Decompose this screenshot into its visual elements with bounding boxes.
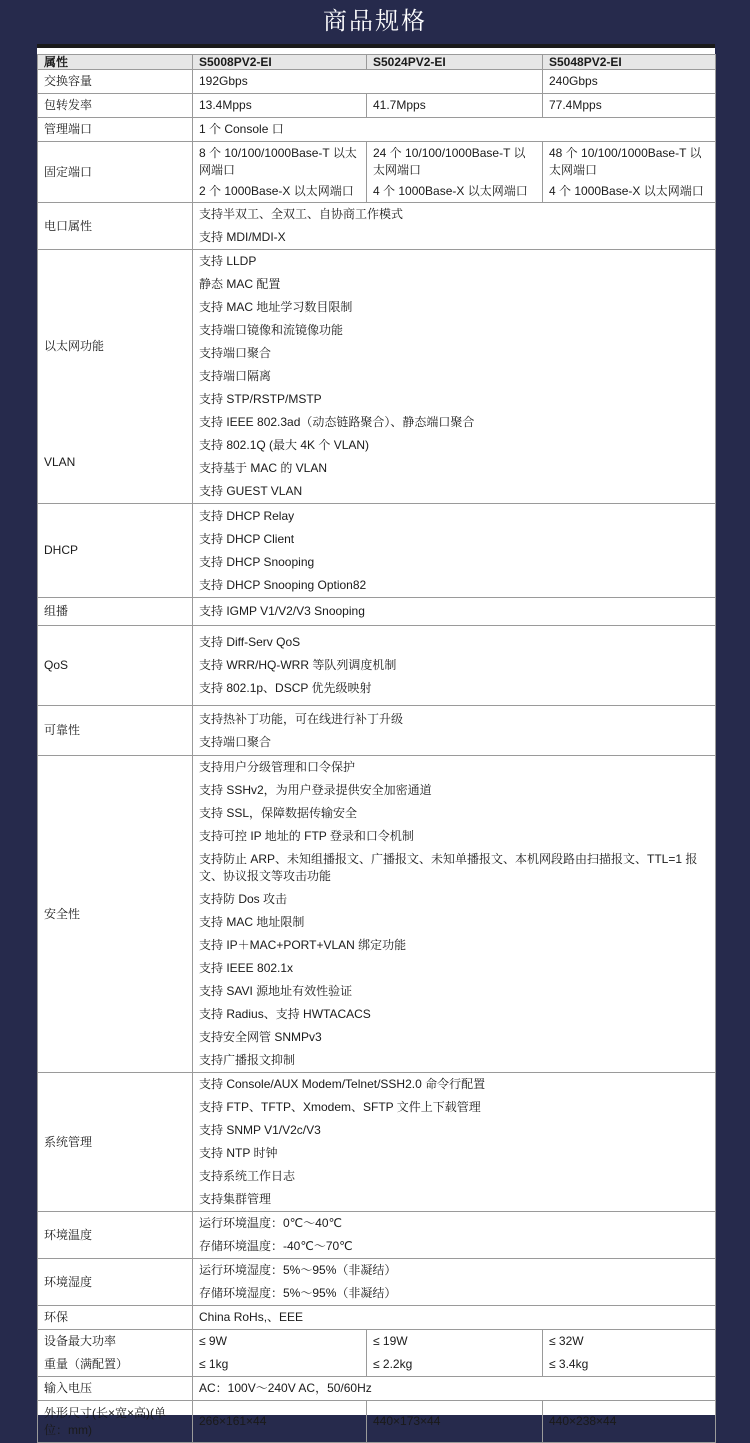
fixed-ports-1-copper: 8 个 10/100/1000Base-T 以太网端口 bbox=[199, 145, 357, 177]
list-item: 支持热补丁功能，可在线进行补丁升级 bbox=[199, 711, 404, 726]
list-item: 支持 802.1Q (最大 4K 个 VLAN) bbox=[199, 438, 370, 452]
list-item: 支持用户分级管理和口令保护 bbox=[199, 760, 356, 774]
row-voltage bbox=[38, 1377, 716, 1401]
value-dimensions-3: 440×238×44 bbox=[543, 1401, 716, 1443]
spec-table bbox=[37, 54, 716, 1443]
value-temperature bbox=[193, 1212, 716, 1259]
value-qos bbox=[193, 626, 716, 706]
list-item: 支持 MAC 地址学习数目限制 bbox=[199, 300, 353, 314]
list-item: 支持 MAC 地址限制 bbox=[199, 915, 305, 929]
list-item: 支持 SAVI 源地址有效性验证 bbox=[199, 984, 353, 998]
label-reliability: 可靠性 bbox=[38, 706, 193, 756]
label-environment: 环保 bbox=[38, 1306, 193, 1330]
spec-sheet bbox=[37, 44, 715, 1437]
value-dimensions-1: 266×161×44 bbox=[193, 1401, 367, 1443]
value-weight-1: ≤ 1kg bbox=[199, 1357, 229, 1371]
value-humidity bbox=[193, 1259, 716, 1306]
list-item: 支持 DHCP Snooping Option82 bbox=[199, 577, 367, 592]
label-system: 系统管理 bbox=[38, 1073, 193, 1212]
row-temperature bbox=[38, 1212, 716, 1259]
list-item: 支持端口聚合 bbox=[199, 346, 272, 360]
list-item: 支持 IEEE 802.1x bbox=[199, 961, 294, 975]
list-item: 支持 WRR/HQ-WRR 等队列调度机制 bbox=[199, 658, 397, 672]
label-weight: 重量（满配置） bbox=[44, 1357, 129, 1371]
fixed-ports-3-fiber: 4 个 1000Base-X 以太网端口 bbox=[549, 183, 704, 198]
list-item: 支持 STP/RSTP/MSTP bbox=[199, 392, 322, 406]
list-item: 支持端口隔离 bbox=[199, 369, 272, 383]
fixed-ports-1-fiber: 2 个 1000Base-X 以太网端口 bbox=[199, 183, 354, 198]
row-system bbox=[38, 1073, 716, 1212]
value-reliability bbox=[193, 706, 716, 756]
label-forwarding-rate: 包转发率 bbox=[38, 94, 193, 118]
value-weight-2: ≤ 2.2kg bbox=[373, 1357, 413, 1371]
row-dimensions bbox=[38, 1401, 716, 1443]
label-humidity: 环境湿度 bbox=[38, 1259, 193, 1306]
value-voltage: AC：100V～240V AC，50/60Hz bbox=[193, 1377, 716, 1401]
value-forwarding-rate-2: 41.7Mpps bbox=[367, 94, 543, 118]
value-system bbox=[193, 1073, 716, 1212]
row-fixed-ports bbox=[38, 142, 716, 203]
value-switching-capacity-3: 240Gbps bbox=[543, 70, 716, 94]
label-dhcp: DHCP bbox=[38, 504, 193, 598]
row-environment bbox=[38, 1306, 716, 1330]
row-humidity bbox=[38, 1259, 716, 1306]
fixed-ports-2-copper: 24 个 10/100/1000Base-T 以太网端口 bbox=[373, 145, 526, 177]
value-forwarding-rate-1: 13.4Mpps bbox=[193, 94, 367, 118]
list-item: 支持端口镜像和流镜像功能 bbox=[199, 323, 344, 337]
list-item: 支持 IEEE 802.3ad（动态链路聚合）、静态端口聚合 bbox=[199, 415, 475, 429]
list-item: 支持防止 ARP、未知组播报文、广播报文、未知单播报文、本机网段路由扫描报文、TTL=1 报文、协议报文等攻击功能 bbox=[199, 852, 698, 883]
value-mgmt-port: 1 个 Console 口 bbox=[193, 118, 716, 142]
row-forwarding-rate bbox=[38, 94, 716, 118]
list-item: 存储环境湿度：5%～95%（非凝结） bbox=[199, 1286, 397, 1300]
row-switching-capacity bbox=[38, 70, 716, 94]
list-item: 支持 GUEST VLAN bbox=[199, 484, 303, 498]
list-item: 支持端口聚合 bbox=[199, 734, 272, 749]
value-fixed-ports-3 bbox=[543, 142, 716, 203]
value-weight-3: ≤ 3.4kg bbox=[549, 1357, 589, 1371]
fixed-ports-3-copper: 48 个 10/100/1000Base-T 以太网端口 bbox=[549, 145, 702, 177]
label-ethernet: 以太网功能 bbox=[44, 339, 105, 353]
value-fixed-ports-2 bbox=[367, 142, 543, 203]
value-dimensions-2: 440×173×44 bbox=[367, 1401, 543, 1443]
list-item: 支持集群管理 bbox=[199, 1192, 272, 1206]
list-item: 静态 MAC 配置 bbox=[199, 277, 281, 291]
header-model-1: S5008PV2-EI bbox=[193, 55, 367, 70]
list-item: 支持 Radius、支持 HWTACACS bbox=[199, 1007, 371, 1021]
value-forwarding-rate-3: 77.4Mpps bbox=[543, 94, 716, 118]
header-model-3: S5048PV2-EI bbox=[543, 55, 716, 70]
list-item: 支持 Console/AUX Modem/Telnet/SSH2.0 命令行配置 bbox=[199, 1077, 486, 1091]
label-voltage: 输入电压 bbox=[38, 1377, 193, 1401]
list-item: 支持 Diff-Serv QoS bbox=[199, 635, 301, 649]
list-item: 支持 SSL，保障数据传输安全 bbox=[199, 806, 358, 820]
row-electrical bbox=[38, 203, 716, 250]
value-power-3: ≤ 32W bbox=[549, 1334, 584, 1348]
list-item: 支持 IP＋MAC+PORT+VLAN 绑定功能 bbox=[199, 938, 407, 952]
list-item: 支持广播报文抑制 bbox=[199, 1053, 296, 1067]
list-item: 支持半双工、全双工、自协商工作模式 bbox=[199, 207, 404, 221]
table-header-row bbox=[38, 55, 716, 70]
value-power-1: ≤ 9W bbox=[199, 1334, 227, 1348]
list-item: 支持基于 MAC 的 VLAN bbox=[199, 461, 328, 475]
list-item: 支持安全网管 SNMPv3 bbox=[199, 1030, 322, 1044]
value-multicast: 支持 IGMP V1/V2/V3 Snooping bbox=[193, 598, 716, 626]
fixed-ports-2-fiber: 4 个 1000Base-X 以太网端口 bbox=[373, 183, 528, 198]
value-power-weight-2 bbox=[367, 1330, 543, 1377]
label-security: 安全性 bbox=[38, 756, 193, 1073]
list-item: 运行环境湿度：5%～95%（非凝结） bbox=[199, 1263, 397, 1277]
row-dhcp bbox=[38, 504, 716, 598]
list-item: 支持 FTP、TFTP、Xmodem、SFTP 文件上下载管理 bbox=[199, 1100, 481, 1114]
label-fixed-ports: 固定端口 bbox=[38, 142, 193, 203]
label-switching-capacity: 交换容量 bbox=[38, 70, 193, 94]
list-item: 支持 DHCP Client bbox=[199, 531, 295, 546]
label-mgmt-port: 管理端口 bbox=[38, 118, 193, 142]
list-item: 存储环境温度：-40℃～70℃ bbox=[199, 1239, 353, 1253]
value-ethernet bbox=[193, 250, 716, 504]
value-environment: China RoHs,、EEE bbox=[193, 1306, 716, 1330]
list-item: 支持系统工作日志 bbox=[199, 1169, 296, 1183]
value-dhcp bbox=[193, 504, 716, 598]
value-fixed-ports-1 bbox=[193, 142, 367, 203]
value-security bbox=[193, 756, 716, 1073]
value-power-weight-3 bbox=[543, 1330, 716, 1377]
row-power-weight bbox=[38, 1330, 716, 1377]
label-vlan: VLAN bbox=[44, 455, 76, 469]
row-qos bbox=[38, 626, 716, 706]
label-power-weight bbox=[38, 1330, 193, 1377]
value-switching-capacity-1: 192Gbps bbox=[193, 70, 543, 94]
list-item: 支持 SNMP V1/V2c/V3 bbox=[199, 1123, 321, 1137]
list-item: 支持防 Dos 攻击 bbox=[199, 892, 288, 906]
list-item: 支持 LLDP bbox=[199, 254, 257, 268]
list-item: 支持 NTP 时钟 bbox=[199, 1146, 278, 1160]
row-mgmt-port bbox=[38, 118, 716, 142]
list-item: 支持 MDI/MDI-X bbox=[199, 230, 286, 244]
list-item: 支持 802.1p、DSCP 优先级映射 bbox=[199, 681, 372, 695]
label-power: 设备最大功率 bbox=[44, 1334, 117, 1348]
label-temperature: 环境温度 bbox=[38, 1212, 193, 1259]
row-multicast bbox=[38, 598, 716, 626]
value-power-2: ≤ 19W bbox=[373, 1334, 408, 1348]
value-power-weight-1 bbox=[193, 1330, 367, 1377]
header-model-2: S5024PV2-EI bbox=[367, 55, 543, 70]
label-dimensions: 外形尺寸(长×宽×高)(单位：mm) bbox=[38, 1401, 193, 1443]
page-title: 商品规格 bbox=[323, 8, 427, 35]
label-qos: QoS bbox=[38, 626, 193, 706]
label-electrical: 电口属性 bbox=[38, 203, 193, 250]
label-multicast: 组播 bbox=[38, 598, 193, 626]
list-item: 运行环境温度：0℃～40℃ bbox=[199, 1216, 342, 1230]
list-item: 支持 DHCP Relay bbox=[199, 508, 295, 523]
list-item: 支持 SSHv2，为用户登录提供安全加密通道 bbox=[199, 783, 432, 797]
label-ethernet-vlan bbox=[38, 250, 193, 504]
row-ethernet bbox=[38, 250, 716, 504]
list-item: 支持可控 IP 地址的 FTP 登录和口令机制 bbox=[199, 829, 414, 843]
list-item: 支持 DHCP Snooping bbox=[199, 554, 315, 569]
header-attribute: 属性 bbox=[38, 55, 193, 70]
row-reliability bbox=[38, 706, 716, 756]
value-electrical bbox=[193, 203, 716, 250]
row-security bbox=[38, 756, 716, 1073]
